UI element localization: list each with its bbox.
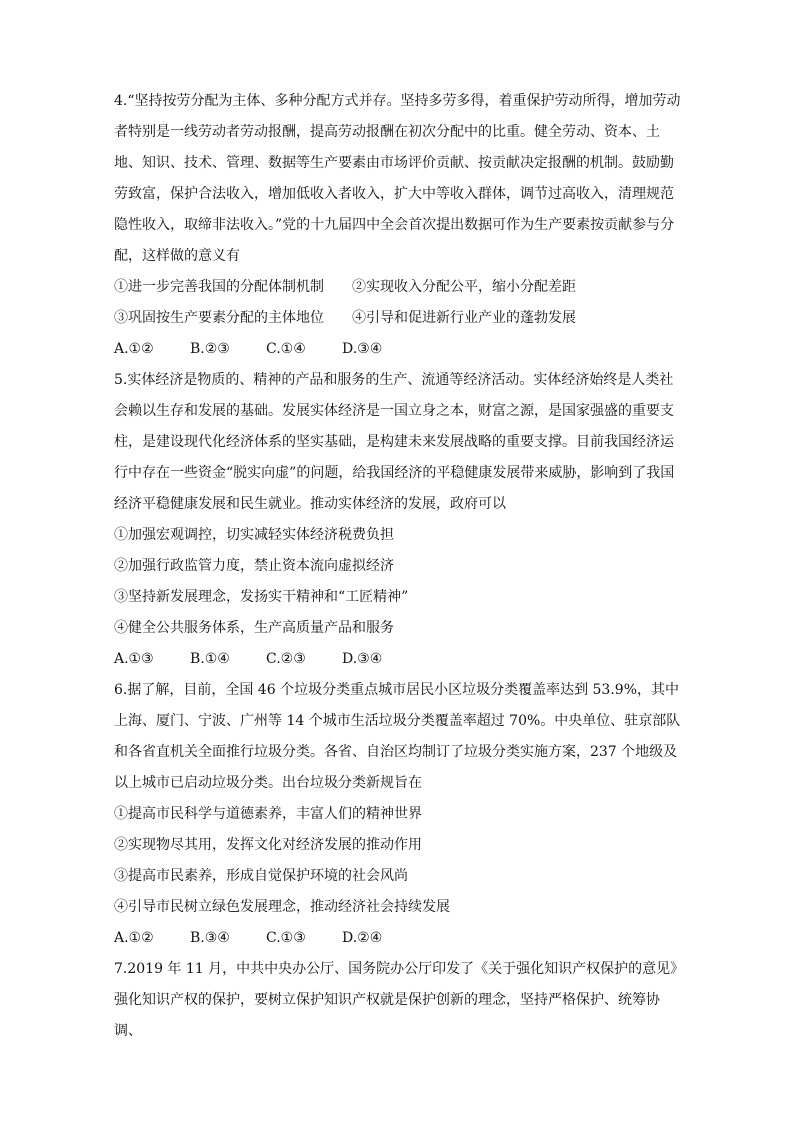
question-stem: 6.据了解，目前，全国 46 个垃圾分类重点城市居民小区垃圾分类覆盖率达到 53.9%，其中上海、厦门、宁波、广州等 14 个城市生活垃圾分类覆盖率超过 70%。中央单位、驻京部队和各省直机关全面推行垃圾分类。各省、自治区均制订了垃圾分类实施方案，237 个地级及以上城市已启动垃圾分类。出台垃圾分类新规旨在 — [114, 682, 681, 791]
option-a: A.①② — [114, 930, 154, 946]
option-b: B.②③ — [190, 341, 230, 357]
option-d: D.③④ — [342, 341, 383, 357]
question-stem: 5.实体经济是物质的、精神的产品和服务的生产、流通等经济活动。实体经济始终是人类社会赖以生存和发展的基础。发展实体经济是一国立身之本，财富之源，是国家强盛的重要支柱，是建设现代化经济体系的坚实基础，是构建未来发展战略的重要支撑。目前我国经济运行中存在一些资金“脱实向虚”的问题，给我国经济的平稳健康发展带来威胁，影响到了我国经济平稳健康发展和民生就业。推动实体经济的发展，政府可以 — [114, 372, 675, 512]
question-stem: 7.2019 年 11 月，中共中央办公厅、国务院办公厅印发了《关于强化知识产权保护的意见》强化知识产权的保护，要树立保护知识产权就是保护创新的理念，坚持严格保护、统筹协调、 — [114, 961, 678, 1039]
question-stem: 4.“坚持按劳分配为主体、多种分配方式并存。坚持多劳多得，着重保护劳动所得，增加劳动者特别是一线劳动者劳动报酬，提高劳动报酬在初次分配中的比重。健全劳动、资本、土地、知识、技术、管理、数据等生产要素由市场评价贡献、按贡献决定报酬的机制。鼓励勤劳致富，保护合法收入，增加低收入者收入，扩大中等收入群体，调节过高收入，清理规范隐性收入，取缔非法收入。”党的十九届四中全会首次提出数据可作为生产要素按贡献参与分配，这样做的意义有 — [114, 93, 681, 264]
statement-item: ①进一步完善我国的分配体制机制 ②实现收入分配公平，缩小分配差距 — [114, 279, 576, 295]
option-a: A.①③ — [114, 651, 154, 667]
question-7 — [114, 954, 684, 1047]
option-b: B.①④ — [190, 651, 230, 667]
statement-item: ③巩固按生产要素分配的主体地位 ④引导和促进新行业产业的蓬勃发展 — [114, 310, 576, 326]
option-c: C.②③ — [266, 651, 306, 667]
statement-item: ③坚持新发展理念，发扬实干精神和“工匠精神” — [114, 589, 409, 605]
option-b: B.③④ — [190, 930, 230, 946]
statement-item: ①提高市民科学与道德素养，丰富人们的精神世界 — [114, 806, 422, 822]
question-6 — [114, 675, 684, 954]
option-c: C.①④ — [266, 341, 306, 357]
answer-options — [114, 644, 684, 675]
question-5 — [114, 365, 684, 675]
statement-item: ④健全公共服务体系，生产高质量产品和服务 — [114, 620, 394, 636]
option-a: A.①② — [114, 341, 154, 357]
option-c: C.①③ — [266, 930, 306, 946]
question-4 — [114, 86, 684, 365]
statement-item: ②实现物尽其用，发挥文化对经济发展的推动作用 — [114, 837, 422, 853]
option-d: D.②④ — [342, 930, 383, 946]
option-d: D.③④ — [342, 651, 383, 667]
statement-item: ②加强行政监管力度，禁止资本流向虚拟经济 — [114, 558, 394, 574]
statement-item: ①加强宏观调控，切实减轻实体经济税费负担 — [114, 527, 394, 543]
statement-item: ④引导市民树立绿色发展理念，推动经济社会持续发展 — [114, 899, 450, 915]
exam-page — [114, 86, 684, 1047]
answer-options — [114, 923, 684, 954]
answer-options — [114, 334, 684, 365]
statement-item: ③提高市民素养，形成自觉保护环境的社会风尚 — [114, 868, 408, 884]
